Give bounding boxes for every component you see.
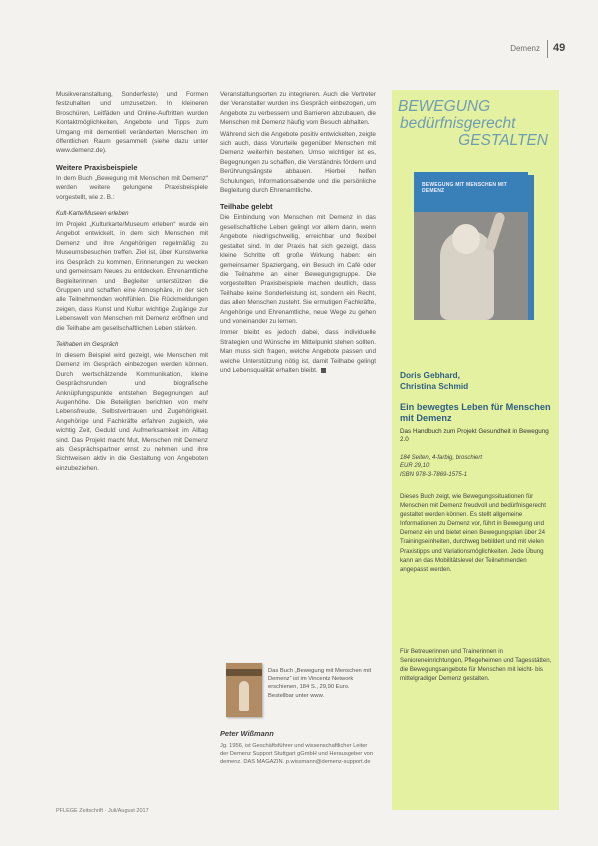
subheading: Kult-Karte/Museen erleben xyxy=(56,210,129,218)
promo-title-line: GESTALTEN xyxy=(458,132,548,149)
end-mark-icon xyxy=(321,368,326,373)
paragraph: Im Projekt „Kulturkarte/Museum erleben“ wurde ein Angebot entwickelt, in dem sich Menschen mit Demenz und ihre Angehörigen regelmäßig zu Museumsbesuchen treffen. Ziel ist, über Kunstwerke ins Gespräch zu kommen, Erinnerungen zu wecken und gemeinsam Neues zu entdecken. Ehrenamtliche Begleiterinnen und Begleiter unterstützen die Gruppen und schaffen eine Atmosphäre, in der sich alle Teilnehmenden wohlfühlen. Die Rückmeldungen zeigen, dass Kunst und Kultur wichtige Zugänge zur Lebenswelt von Menschen mit Demenz eröffnen und die Teilhabe am gesellschaftlichen Leben stärken. xyxy=(56,221,208,332)
book-meta xyxy=(400,454,482,479)
subheading: Teilhaben im Gespräch xyxy=(56,340,119,348)
paragraph: In diesem Beispiel wird gezeigt, wie Menschen mit Demenz im Gespräch einbezogen werden können. Durch wertschätzende Kommunikation, kleine Gesprächsrunden und biografische Anknüpfungspunkte entstehen Begegnungen auf Augenhöhe. Die Beteiligten berichten von mehr Lebensfreude, Selbstvertrauen und Zugehörigkeit. Angehörige und Fachkräfte erfahren zugleich, wie wichtig Zeit, Geduld und Aufmerksamkeit im Alltag sind. Das Projekt macht Mut, Menschen mit Demenz als Gesprächspartner ernst zu nehmen und ihre Sichtweisen aktiv in die Gestaltung von Angeboten einzubeziehen. xyxy=(56,351,208,472)
cover-figure xyxy=(239,681,249,711)
section-heading: Weitere Praxisbeispiele xyxy=(56,162,138,172)
author-bio: Jg. 1956, ist Geschäftsführer und wissenschaftlicher Leiter der Demenz Support Stuttgart gGmbH und Herausgeber von demenz. DAS MAGAZIN. p.wissmann@demenz-support.de xyxy=(220,743,374,765)
author-line: Doris Gebhard, xyxy=(400,370,460,380)
book-meta-isbn: ISBN 978-3-7869-1575-1 xyxy=(400,471,468,478)
page-number: 49 xyxy=(553,42,566,54)
cover-title-band xyxy=(414,172,528,212)
header-divider xyxy=(547,40,548,58)
book-promo-box xyxy=(392,90,559,810)
page-footer: PFLEGE Zeitschrift · Juli/August 2017 xyxy=(56,808,149,814)
paragraph: Veranstaltungsorten zu integrieren. Auch die Vertreter der Veranstalter wurden ins Gespräch einbezogen, um Angebote zu verbessern und Barrieren abzubauen, die Menschen mit Demenz häufig vom Besuch abhalten. xyxy=(220,91,376,127)
promo-title-line: BEWEGUNG xyxy=(398,98,491,115)
section-heading: Teilhabe gelebt xyxy=(220,202,273,212)
book-ad-caption: Das Buch „Bewegung mit Menschen mit Demenz“ ist im Vincentz Network erschienen, 184 S., 29,90 Euro. Bestellbar unter www. xyxy=(268,668,372,699)
cover-face xyxy=(414,172,528,320)
promo-title xyxy=(398,98,548,149)
book-title: Ein bewegtes Leben für Menschen mit Demenz xyxy=(400,402,551,424)
paragraph: Die Einbindung von Menschen mit Demenz in das gesellschaftliche Leben gelingt vor allem dann, wenn Angebote niedrigschwellig, erreichbar und flexibel gestaltet sind. In der Praxis hat sich gezeigt, dass kleine Schritte oft große Wirkung haben: ein gemeinsamer Spaziergang, ein Besuch im Café oder die Teilnahme an einer Bewegungsgruppe. Die vorgestellten Praxisbeispiele machen deutlich, dass Teilhabe keine Sonderleistung ist, sondern ein Recht, das allen Menschen zusteht. Sie ermutigen Fachkräfte, Angehörige und Ehrenamtliche, neue Wege zu gehen und voneinander zu lernen. xyxy=(220,214,376,325)
article-column-middle xyxy=(220,90,376,377)
paragraph: Während sich die Angebote positiv entwickelten, zeigte sich auch, dass Vorurteile gegenüber Menschen mit Demenz weiterhin bestehen. Umso wichtiger ist es, Begegnungen zu schaffen, die Verständnis fördern und Berührungsängste abbauen. Hierbei helfen Schulungen, Informationsabende und die persönliche Begleitung durch Ehrenamtliche. xyxy=(220,130,376,195)
book-description: Dieses Buch zeigt, wie Bewegungssituationen für Menschen mit Demenz freudvoll und bedürfnisgerecht gestaltet werden können. Es stellt allgemeine Informationen zu Demenz vor, führt in Bewegung und Demenz ein und bietet einen Bewegungsplan über 24 Trainingseinheiten, durchweg bebildert und mit vielen Praxistipps und Variationsmöglichkeiten. Jede Übung kann an das Mobilitätslevel der Teilnehmenden angepasst werden. xyxy=(400,493,546,573)
paragraph: Musikveranstaltung, Sonderfeste) und Formen festzuhalten und umzusetzen. In kleineren Broschüren, Leitfäden und Online-Auftritten wurden Kontaktmöglichkeiten, Angebote und Tipps zum Umgang mit dementiell veränderten Menschen im öffentlichen Raum gesammelt (siehe dazu unter www.demenz.de). xyxy=(56,91,208,155)
book-subtitle: Das Handbuch zum Projekt Gesundheit in Bewegung 2.0 xyxy=(400,428,549,444)
cover-spine xyxy=(528,175,534,320)
paragraph: In dem Buch „Bewegung mit Menschen mit Demenz“ werden weitere gelungene Praxisbeispiele vorgestellt, wie z. B.: xyxy=(56,174,208,201)
cover-title-text: BEWEGUNG MIT MENSCHEN MIT DEMENZ xyxy=(422,182,507,194)
cover-photo-head xyxy=(452,224,480,254)
paragraph-text: Immer bleibt es jedoch dabei, dass individuelle Strategien und Wünsche im Mittelpunkt stehen sollten. Man muss sich fragen, welche Angebote passen und welche Unterstützung nötig ist, damit Teilhabe gelingt und Lebensqualität erhalten bleibt. xyxy=(220,329,376,374)
book-meta-price: EUR 29,10 xyxy=(400,463,430,470)
book-ad-cover-image xyxy=(226,663,262,717)
book-audience: Für Betreuerinnen und Trainerinnen in Senioreneinrichtungen, Pflegeheimen und Tagesstätten, die Bewegungsangebote für Menschen mit leicht- bis mittelgradiger Demenz gestalten. xyxy=(400,648,552,683)
section-label: Demenz xyxy=(510,44,540,53)
promo-title-line: bedürfnisgerecht xyxy=(400,115,516,132)
book-authors xyxy=(400,370,468,392)
book-meta-pages: 184 Seiten, 4-farbig, broschiert xyxy=(400,455,483,461)
cover-strip xyxy=(226,669,262,676)
author-name: Peter Wißmann xyxy=(220,729,274,738)
book-cover-image xyxy=(414,172,534,322)
article-column-left xyxy=(56,90,208,475)
paragraph xyxy=(220,328,376,375)
author-line: Christina Schmid xyxy=(400,381,469,391)
